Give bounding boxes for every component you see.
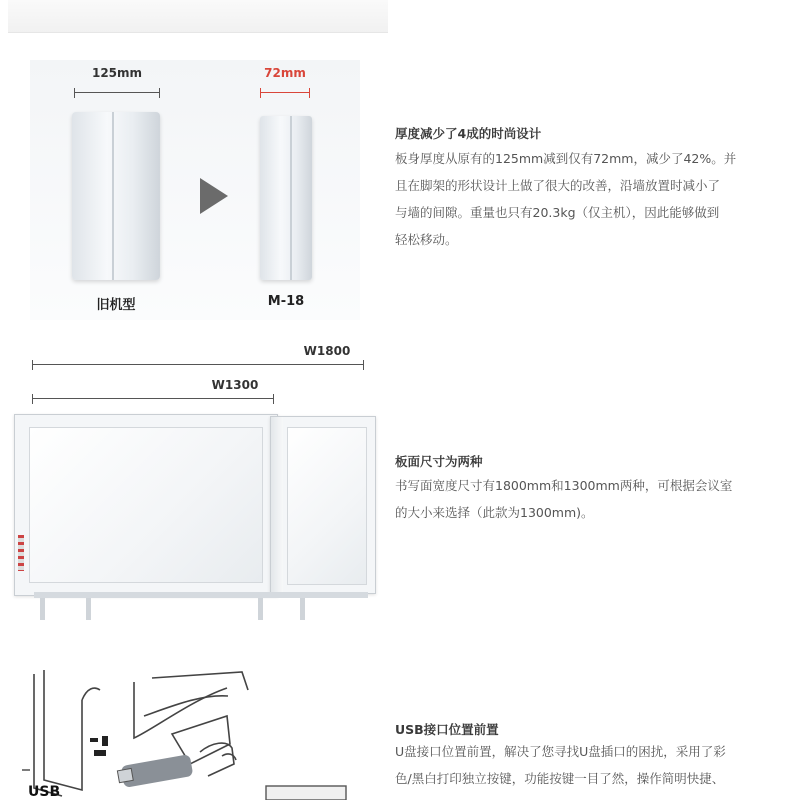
- usb-port-icon: [90, 736, 108, 756]
- top-image-fragment: [8, 0, 388, 33]
- feature-title-thickness: 厚度减少了4成的时尚设计: [395, 126, 542, 141]
- desc-line: 板身厚度从原有的125mm减到仅有72mm，减少了42%。并: [395, 151, 737, 166]
- board-leg: [40, 598, 45, 620]
- desc-line: 的大小来选择（此款为1300mm)。: [395, 505, 594, 520]
- board-base: [34, 592, 368, 598]
- wide-width-label: W1800: [303, 344, 351, 358]
- narrow-width-label: W1300: [211, 378, 259, 392]
- desc-line: U盘接口位置前置，解决了您寻找U盘插口的困扰，采用了彩: [395, 744, 726, 759]
- new-width-dimension: [260, 92, 310, 93]
- usb-stick-icon: [117, 754, 193, 788]
- feature-desc-thickness: [395, 145, 790, 253]
- board-leg: [258, 598, 263, 620]
- board-leg: [86, 598, 91, 620]
- board-surface: [29, 427, 263, 583]
- feature-title-board-size: 板面尺寸为两种: [395, 454, 483, 469]
- whiteboard-image: [14, 414, 278, 596]
- wide-width-dimension: [32, 364, 364, 365]
- board-divider: [271, 417, 283, 593]
- board-surface-extra: [287, 427, 367, 585]
- device-slot-icon: [266, 786, 346, 800]
- old-width-label: 125mm: [91, 66, 143, 80]
- usb-label: USB: [28, 784, 61, 800]
- arrow-right-icon: [200, 178, 228, 214]
- board-leg: [300, 598, 305, 620]
- old-profile-image: [72, 112, 160, 280]
- board-size-figure: [8, 340, 380, 630]
- desc-line: 色/黑白打印独立按键，功能按键一目了然，操作简明快捷、: [395, 771, 725, 786]
- new-model-label: M-18: [267, 294, 305, 309]
- usb-figure: [22, 660, 362, 800]
- narrow-width-dimension: [32, 398, 274, 399]
- feature-title-usb: USB接口位置前置: [395, 722, 499, 737]
- feature-desc-board-size: [395, 472, 790, 526]
- old-width-dimension: [74, 92, 160, 93]
- desc-line: 书写面宽度尺寸有1800mm和1300mm两种，可根据会议室: [395, 478, 733, 493]
- new-profile-image: [260, 116, 312, 280]
- feature-desc-usb: [395, 738, 790, 792]
- control-panel-icon: [18, 535, 24, 571]
- desc-line: 与墙的间隙。重量也只有20.3kg（仅主机），因此能够做到: [395, 205, 720, 220]
- whiteboard-extension: [270, 416, 376, 594]
- old-model-label: 旧机型: [96, 298, 136, 313]
- thickness-figure: [30, 60, 360, 320]
- new-width-label: 72mm: [264, 66, 306, 80]
- usb-line-drawing: [22, 660, 362, 800]
- desc-line: 轻松移动。: [395, 232, 458, 247]
- desc-line: 且在脚架的形状设计上做了很大的改善，沿墙放置时减小了: [395, 178, 721, 193]
